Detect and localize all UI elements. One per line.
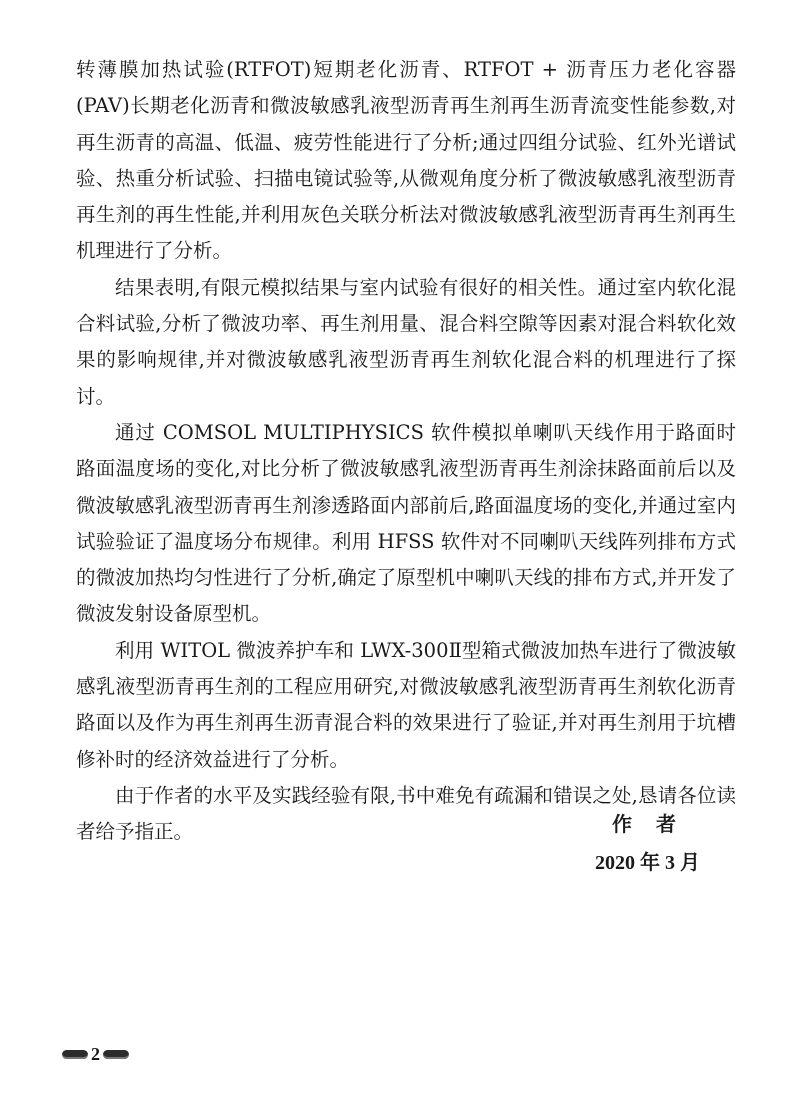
paragraph-3: 通过 COMSOL MULTIPHYSICS 软件模拟单喇叭天线作用于路面时路面温度场的变化,对比分析了微波敏感乳液型沥青再生剂涂抹路面前后以及微波敏感乳液型沥青再生剂渗透路面内部前后,路面温度场的变化,并通过室内试验验证了温度场分布规律。利用 HFSS 软件对不同喇叭天线阵列排布方式的微波加热均匀性进行了分析,确定了原型机中喇叭天线的排布方式,并开发了微波发射设备原型机。 [76,420,736,626]
left-ornament-icon [62,1050,88,1059]
right-ornament-icon [103,1050,129,1059]
paragraph-2: 结果表明,有限元模拟结果与室内试验有很好的相关性。通过室内软化混合料试验,分析了微波功率、再生剂用量、混合料空隙等因素对混合料软化效果的影响规律,并对微波敏感乳液型沥青再生剂软化混合料的机理进行了探讨。 [76,275,736,408]
paragraph-5: 由于作者的水平及实践经验有限,书中难免有疏漏和错误之处,恳请各位读者给予指正。 [76,783,736,844]
preface-body [76,52,736,851]
page-number-footer [62,1044,129,1065]
signature-date: 2020 年 3 月 [595,852,700,874]
page-number: 2 [91,1044,100,1064]
paragraph-1: 转薄膜加热试验(RTFOT)短期老化沥青、RTFOT + 沥青压力老化容器(PAV)长期老化沥青和微波敏感乳液型沥青再生剂再生沥青流变性能参数,对再生沥青的高温、低温、疲劳性能进行了分析;通过四组分试验、红外光谱试验、热重分析试验、扫描电镜试验等,从微观角度分析了微波敏感乳液型沥青再生剂的再生性能,并利用灰色关联分析法对微波敏感乳液型沥青再生剂再生机理进行了分析。 [76,58,736,263]
paragraph-4: 利用 WITOL 微波养护车和 LWX-300Ⅱ型箱式微波加热车进行了微波敏感乳液型沥青再生剂的工程应用研究,对微波敏感乳液型沥青再生剂软化沥青路面以及作为再生剂再生沥青混合料的效果进行了验证,并对再生剂用于坑槽修补时的经济效益进行了分析。 [76,638,736,771]
signature-author: 作者 [612,812,700,836]
